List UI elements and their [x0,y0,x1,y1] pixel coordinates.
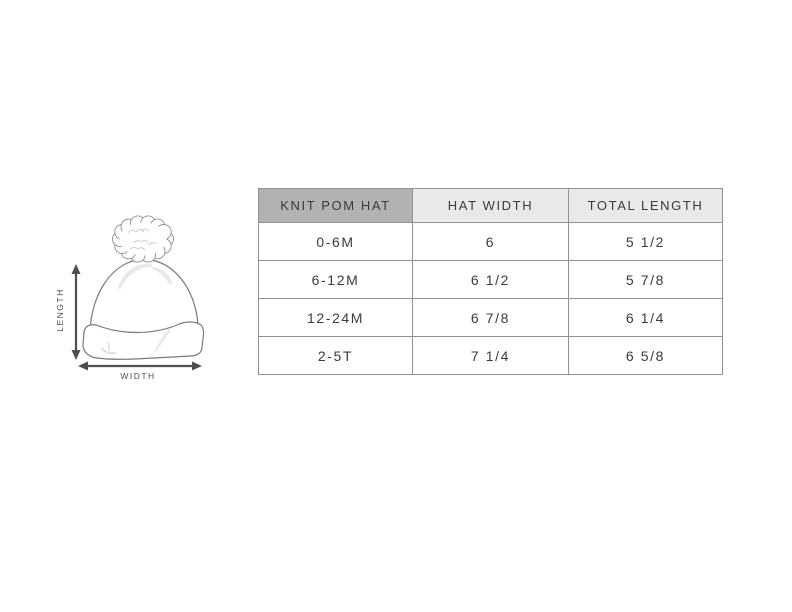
hat-diagram-svg [50,205,240,390]
table-row [259,223,723,261]
size-cell: 12-24M [259,299,413,337]
table-row [259,261,723,299]
header-hat-width: HAT WIDTH [413,189,569,223]
width-label: WIDTH [120,371,156,381]
total-length-cell: 6 1/4 [569,299,723,337]
hat-illustration [50,205,240,390]
total-length-cell: 5 7/8 [569,261,723,299]
pom-pom [113,216,174,262]
total-length-cell: 6 5/8 [569,337,723,375]
length-arrow [72,264,81,360]
width-arrow [78,362,202,371]
total-length-cell: 5 1/2 [569,223,723,261]
hat-width-cell: 6 1/2 [413,261,569,299]
header-total-length: TOTAL LENGTH [569,189,723,223]
size-cell: 0-6M [259,223,413,261]
header-knit-pom-hat: KNIT POM HAT [259,189,413,223]
table-row [259,299,723,337]
hat-width-cell: 6 7/8 [413,299,569,337]
hat-width-cell: 7 1/4 [413,337,569,375]
size-cell: 2-5T [259,337,413,375]
header-row [259,189,723,223]
hat-width-cell: 6 [413,223,569,261]
table-row [259,337,723,375]
hat-crown [90,259,198,332]
size-chart-table [258,188,723,375]
size-cell: 6-12M [259,261,413,299]
length-label: LENGTH [55,288,65,332]
